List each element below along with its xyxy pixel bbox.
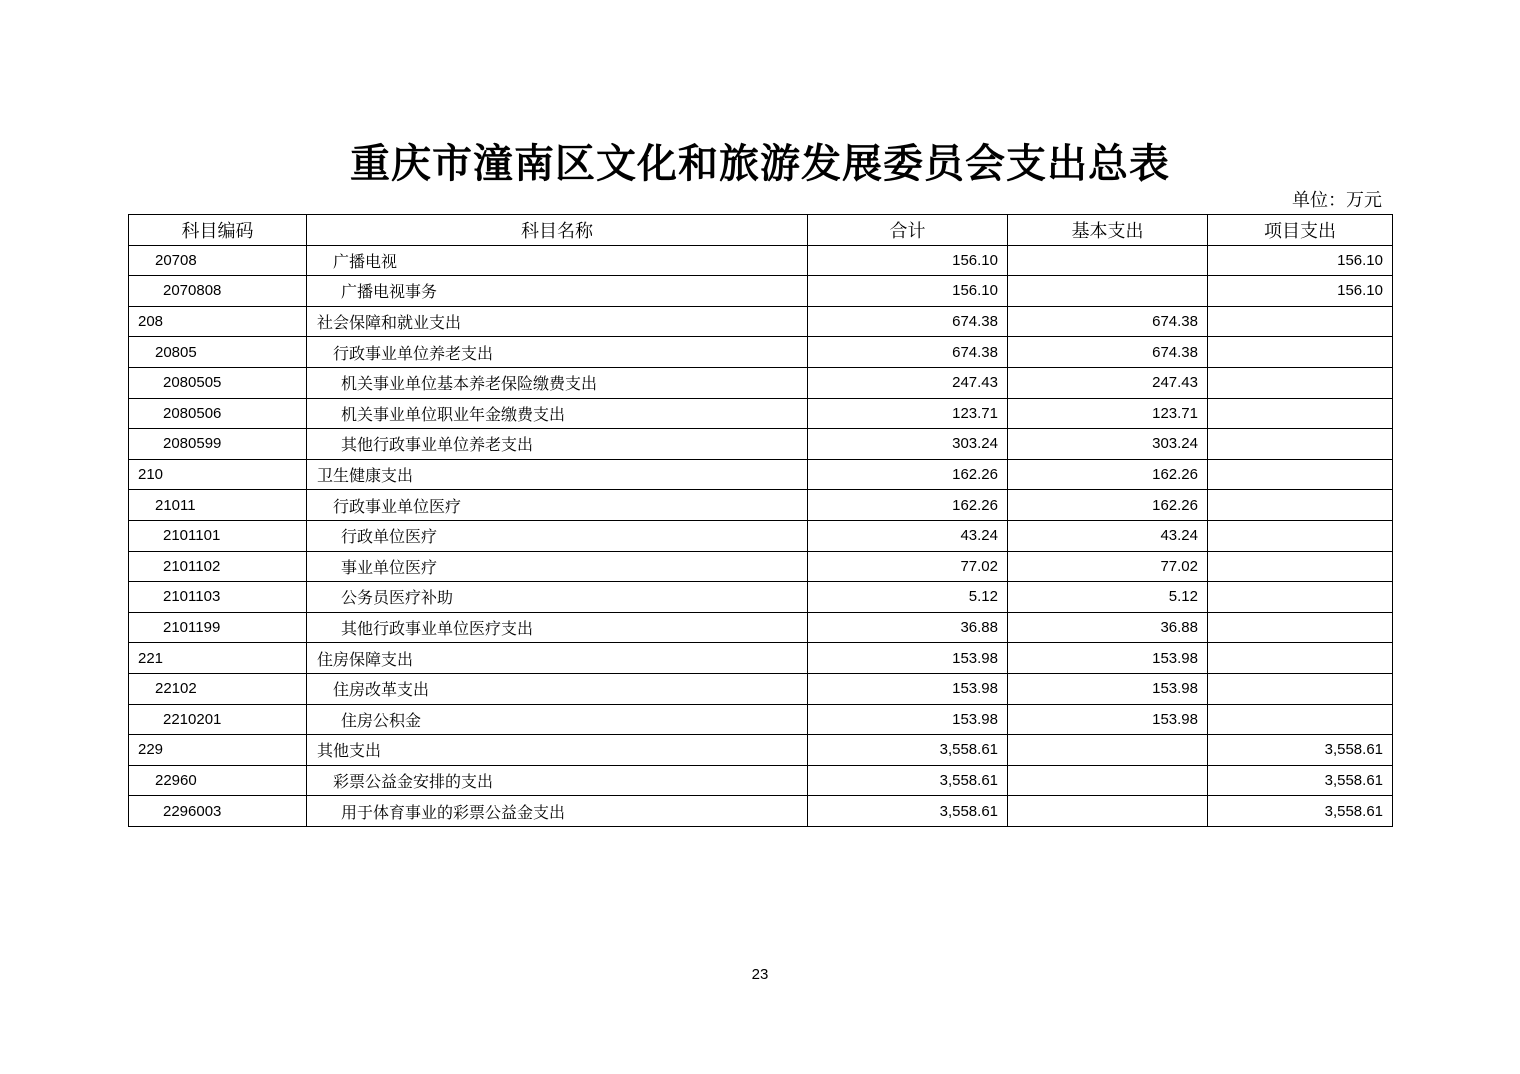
table-row xyxy=(129,551,1393,582)
header-basic: 基本支出 xyxy=(1008,215,1208,246)
cell-name: 卫生健康支出 xyxy=(307,459,808,490)
cell-basic: 162.26 xyxy=(1008,459,1208,490)
cell-name: 行政事业单位医疗 xyxy=(307,490,808,521)
cell-total: 153.98 xyxy=(808,704,1008,735)
cell-total: 3,558.61 xyxy=(808,796,1008,827)
cell-total: 3,558.61 xyxy=(808,735,1008,766)
page-title: 重庆市潼南区文化和旅游发展委员会支出总表 xyxy=(350,140,1170,187)
unit-label: 单位：万元 xyxy=(1292,190,1382,211)
cell-code: 22960 xyxy=(129,765,307,796)
cell-code: 210 xyxy=(129,459,307,490)
cell-project xyxy=(1208,643,1393,674)
cell-code: 2296003 xyxy=(129,796,307,827)
cell-name: 住房公积金 xyxy=(307,704,808,735)
table-row xyxy=(129,735,1393,766)
table-row xyxy=(129,520,1393,551)
cell-code: 221 xyxy=(129,643,307,674)
cell-total: 303.24 xyxy=(808,429,1008,460)
cell-total: 153.98 xyxy=(808,643,1008,674)
cell-code: 229 xyxy=(129,735,307,766)
table-header-row xyxy=(129,215,1393,246)
cell-project: 3,558.61 xyxy=(1208,765,1393,796)
cell-basic: 247.43 xyxy=(1008,367,1208,398)
cell-basic: 303.24 xyxy=(1008,429,1208,460)
cell-project xyxy=(1208,490,1393,521)
cell-name: 广播电视事务 xyxy=(307,276,808,307)
cell-project xyxy=(1208,459,1393,490)
cell-project xyxy=(1208,337,1393,368)
cell-total: 153.98 xyxy=(808,673,1008,704)
cell-basic: 153.98 xyxy=(1008,673,1208,704)
cell-basic: 162.26 xyxy=(1008,490,1208,521)
cell-total: 3,558.61 xyxy=(808,765,1008,796)
cell-name: 社会保障和就业支出 xyxy=(307,306,808,337)
cell-project: 156.10 xyxy=(1208,276,1393,307)
cell-project xyxy=(1208,429,1393,460)
cell-code: 2080505 xyxy=(129,367,307,398)
cell-total: 247.43 xyxy=(808,367,1008,398)
table-row xyxy=(129,367,1393,398)
cell-basic: 674.38 xyxy=(1008,306,1208,337)
cell-project xyxy=(1208,306,1393,337)
cell-basic: 43.24 xyxy=(1008,520,1208,551)
cell-name: 其他支出 xyxy=(307,735,808,766)
cell-project: 3,558.61 xyxy=(1208,735,1393,766)
cell-basic: 674.38 xyxy=(1008,337,1208,368)
table-row xyxy=(129,459,1393,490)
table-row xyxy=(129,643,1393,674)
cell-basic: 77.02 xyxy=(1008,551,1208,582)
cell-name: 公务员医疗补助 xyxy=(307,582,808,613)
table-row xyxy=(129,490,1393,521)
cell-name: 广播电视 xyxy=(307,245,808,276)
cell-basic: 153.98 xyxy=(1008,704,1208,735)
cell-code: 2080506 xyxy=(129,398,307,429)
cell-total: 156.10 xyxy=(808,245,1008,276)
header-project: 项目支出 xyxy=(1208,215,1393,246)
cell-basic xyxy=(1008,796,1208,827)
cell-name: 机关事业单位基本养老保险缴费支出 xyxy=(307,367,808,398)
cell-project xyxy=(1208,673,1393,704)
cell-basic xyxy=(1008,765,1208,796)
table-row xyxy=(129,582,1393,613)
cell-name: 彩票公益金安排的支出 xyxy=(307,765,808,796)
cell-total: 5.12 xyxy=(808,582,1008,613)
table-row xyxy=(129,612,1393,643)
cell-code: 2101103 xyxy=(129,582,307,613)
cell-total: 123.71 xyxy=(808,398,1008,429)
cell-project xyxy=(1208,398,1393,429)
expenditure-table xyxy=(128,214,1393,827)
cell-code: 2101199 xyxy=(129,612,307,643)
cell-basic xyxy=(1008,245,1208,276)
cell-project: 3,558.61 xyxy=(1208,796,1393,827)
cell-project: 156.10 xyxy=(1208,245,1393,276)
cell-total: 674.38 xyxy=(808,306,1008,337)
header-code: 科目编码 xyxy=(129,215,307,246)
cell-total: 43.24 xyxy=(808,520,1008,551)
table-row xyxy=(129,276,1393,307)
cell-code: 208 xyxy=(129,306,307,337)
cell-basic: 5.12 xyxy=(1008,582,1208,613)
cell-project xyxy=(1208,612,1393,643)
table-row xyxy=(129,704,1393,735)
table-row xyxy=(129,337,1393,368)
cell-project xyxy=(1208,551,1393,582)
cell-name: 用于体育事业的彩票公益金支出 xyxy=(307,796,808,827)
cell-basic xyxy=(1008,276,1208,307)
cell-code: 2101101 xyxy=(129,520,307,551)
cell-project xyxy=(1208,582,1393,613)
table-row xyxy=(129,796,1393,827)
cell-code: 2070808 xyxy=(129,276,307,307)
cell-project xyxy=(1208,704,1393,735)
cell-name: 其他行政事业单位医疗支出 xyxy=(307,612,808,643)
table-row xyxy=(129,429,1393,460)
cell-name: 机关事业单位职业年金缴费支出 xyxy=(307,398,808,429)
cell-total: 77.02 xyxy=(808,551,1008,582)
cell-name: 其他行政事业单位养老支出 xyxy=(307,429,808,460)
cell-code: 20708 xyxy=(129,245,307,276)
cell-basic xyxy=(1008,735,1208,766)
cell-code: 22102 xyxy=(129,673,307,704)
cell-code: 2080599 xyxy=(129,429,307,460)
cell-name: 住房保障支出 xyxy=(307,643,808,674)
header-name: 科目名称 xyxy=(307,215,808,246)
cell-name: 行政事业单位养老支出 xyxy=(307,337,808,368)
cell-total: 156.10 xyxy=(808,276,1008,307)
cell-code: 20805 xyxy=(129,337,307,368)
table-row xyxy=(129,398,1393,429)
header-total: 合计 xyxy=(808,215,1008,246)
cell-basic: 123.71 xyxy=(1008,398,1208,429)
cell-total: 36.88 xyxy=(808,612,1008,643)
page-number: 23 xyxy=(751,966,769,983)
cell-total: 162.26 xyxy=(808,459,1008,490)
cell-project xyxy=(1208,367,1393,398)
cell-name: 住房改革支出 xyxy=(307,673,808,704)
table-row xyxy=(129,673,1393,704)
cell-name: 事业单位医疗 xyxy=(307,551,808,582)
cell-basic: 36.88 xyxy=(1008,612,1208,643)
table-body xyxy=(129,245,1393,826)
cell-code: 21011 xyxy=(129,490,307,521)
cell-total: 674.38 xyxy=(808,337,1008,368)
cell-project xyxy=(1208,520,1393,551)
cell-code: 2101102 xyxy=(129,551,307,582)
cell-name: 行政单位医疗 xyxy=(307,520,808,551)
table-row xyxy=(129,306,1393,337)
cell-total: 162.26 xyxy=(808,490,1008,521)
table-row xyxy=(129,765,1393,796)
table-row xyxy=(129,245,1393,276)
cell-basic: 153.98 xyxy=(1008,643,1208,674)
cell-code: 2210201 xyxy=(129,704,307,735)
